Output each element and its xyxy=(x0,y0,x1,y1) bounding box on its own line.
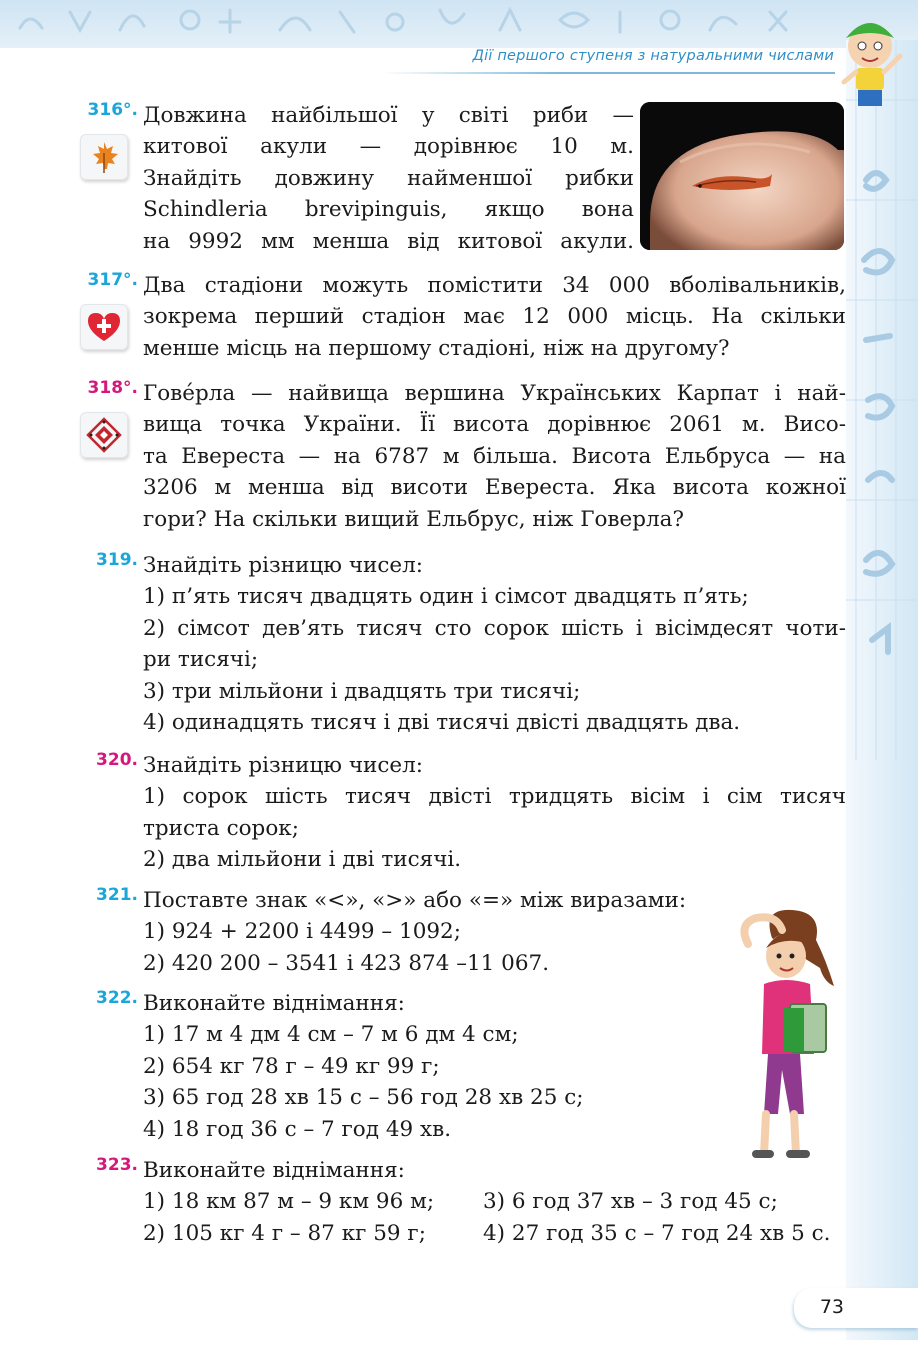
problem-323 xyxy=(80,1155,846,1255)
boy-mascot-illustration xyxy=(830,4,910,114)
problem-text-line: Знайдіть різницю чисел: xyxy=(143,553,424,578)
problem-text-line: менше місць на першому стадіоні, ніж на другому? xyxy=(143,335,730,361)
problem-text-line: 4) 18 год 36 с – 7 год 49 хв. xyxy=(143,1116,452,1142)
problem-text-line: Schindleria brevipinguis, якщо вона xyxy=(143,197,634,223)
problem-320 xyxy=(80,750,846,880)
problem-text-line: зокрема перший стадіон має 12 000 місць. На скільки xyxy=(143,304,846,330)
embroidery-ornament-icon xyxy=(80,412,128,458)
problem-text-line: 2) 654 кг 78 г – 49 кг 99 г; xyxy=(143,1053,440,1079)
problem-text-line: 3) три мільйони і двадцять три тисячі; xyxy=(143,678,581,704)
problem-number: 321. xyxy=(96,885,138,905)
problem-text-line: 1) сорок шість тисяч двісті тридцять вісім і сім тисяч xyxy=(143,784,846,810)
problem-text-line: Знайдіть різницю чисел: xyxy=(143,753,424,778)
side-numbers-decoration xyxy=(846,40,918,760)
problem-text-line: 3206 м менша від висоти Евереста. Яка висота кожної xyxy=(143,475,846,501)
problem-number: 319. xyxy=(96,550,138,570)
girl-with-book-illustration xyxy=(728,908,848,1168)
problem-text-line: триста сорок; xyxy=(143,815,299,841)
problem-319 xyxy=(80,550,846,740)
problem-text-line: Виконайте віднімання: xyxy=(143,1158,405,1183)
problem-text-line: вища точка України. Її висота дорівнює 2061 м. Висо- xyxy=(143,412,846,438)
problem-318 xyxy=(80,378,846,538)
header-doodles-decoration xyxy=(0,0,860,40)
problem-text-line: на 9992 мм менша від китової акули. xyxy=(143,228,634,254)
two-column-row xyxy=(143,1186,846,1217)
problem-number: 318°. xyxy=(87,378,138,398)
problem-text-line: 1) 924 + 2200 і 4499 – 1092; xyxy=(143,919,461,945)
problem-item: 3) 6 год 37 хв – 3 год 45 с; xyxy=(483,1189,778,1215)
problem-number: 320. xyxy=(96,750,138,770)
problem-number: 317°. xyxy=(87,270,138,290)
maple-leaf-icon xyxy=(80,134,128,180)
problem-text-line: 3) 65 год 28 хв 15 с – 56 год 28 хв 25 с; xyxy=(143,1085,584,1111)
problem-text-line: 1) 17 м 4 дм 4 см – 7 м 6 дм 4 см; xyxy=(143,1022,519,1048)
problem-317 xyxy=(80,270,846,370)
problem-text-line: 1) п’ять тисяч двадцять один і сімсот двадцять п’ять; xyxy=(143,584,749,610)
problem-text-line: 2) два мільйони і дві тисячі. xyxy=(143,847,462,873)
problem-text-line: Два стадіони можуть помістити 34 000 вболівальників, xyxy=(143,273,846,298)
problem-text-line: Поставте знак «<», «>» або «=» між виразами: xyxy=(143,888,687,913)
tiny-fish-on-finger-photo xyxy=(640,102,844,250)
problem-text-line: 2) 420 200 – 3541 і 423 874 –11 067. xyxy=(143,950,550,976)
problem-number: 323. xyxy=(96,1155,138,1175)
problem-text-line: ри тисячі; xyxy=(143,647,259,673)
header-rule xyxy=(380,72,835,74)
page-number-tab xyxy=(794,1288,918,1328)
problem-text-line: 2) сімсот дев’ять тисяч сто сорок шість і вісімдесят чоти- xyxy=(143,615,846,641)
problem-text-line: Знайдіть довжину найменшої рибки xyxy=(143,165,634,191)
problem-item: 4) 27 год 35 с – 7 год 24 хв 5 с. xyxy=(483,1220,831,1246)
problem-number: 316°. xyxy=(87,100,138,120)
problem-number: 322. xyxy=(96,988,138,1008)
problem-item: 2) 105 кг 4 г – 87 кг 59 г; xyxy=(143,1220,426,1246)
problem-text-line: Виконайте віднімання: xyxy=(143,991,405,1016)
running-header: Дії першого ступеня з натуральними числами xyxy=(472,48,834,64)
problem-text-line: та Евереста — на 6787 м більша. Висота Ельбруса — на xyxy=(143,443,846,469)
page-number: 73 xyxy=(819,1296,844,1318)
problem-text-line: 4) одинадцять тисяч і дві тисячі двісті двадцять два. xyxy=(143,710,741,736)
problem-text-line: китової акули — дорівнює 10 м. xyxy=(143,134,634,160)
two-column-row xyxy=(143,1218,846,1249)
problem-item: 1) 18 км 87 м – 9 км 96 м; xyxy=(143,1189,435,1215)
problem-text-line: Довжина найбільшої у світі риби — xyxy=(143,103,634,128)
problem-text-line: гори? На скільки вищий Ельбрус, ніж Говерла? xyxy=(143,506,685,532)
heart-plus-icon xyxy=(80,304,128,350)
problem-text-line: Гове́рла — найвища вершина Українських Карпат і най- xyxy=(143,381,846,406)
